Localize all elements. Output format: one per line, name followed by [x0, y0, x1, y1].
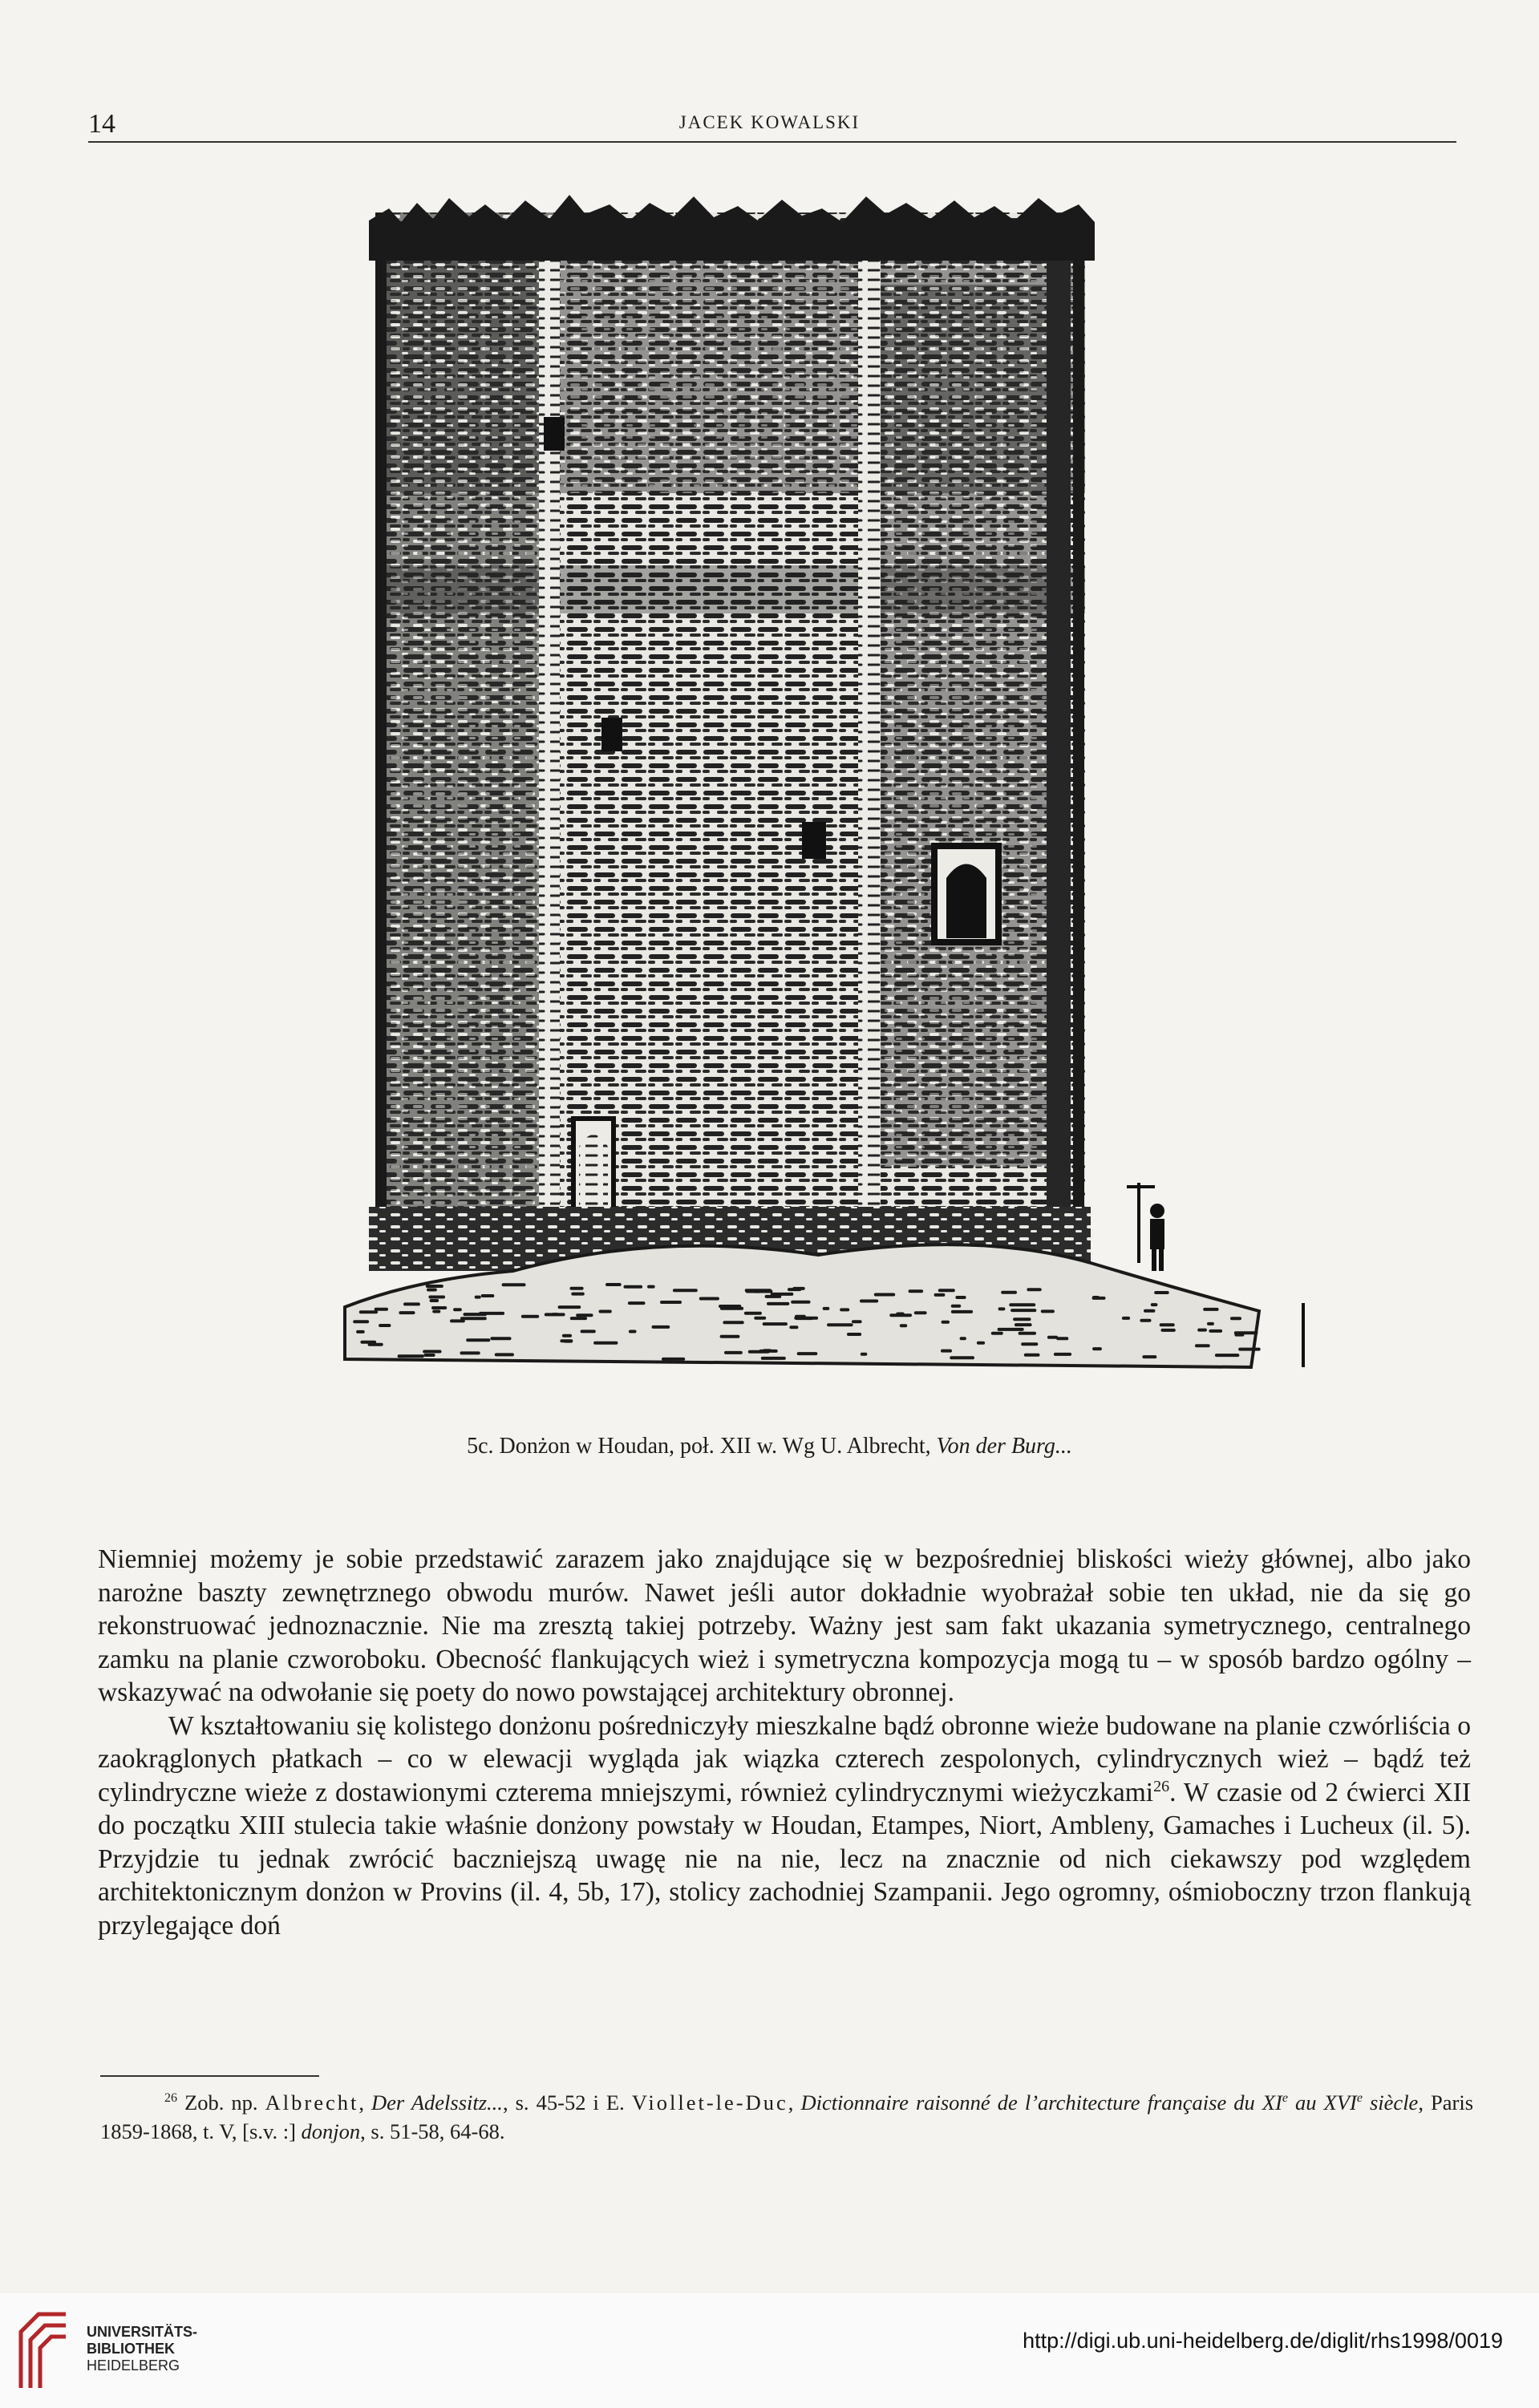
rubble-stroke [475, 1296, 481, 1299]
rubble-stroke [398, 1354, 424, 1358]
rubble-stroke [754, 1317, 766, 1320]
rubble-stroke [1215, 1354, 1239, 1357]
figure-caption [0, 1434, 1539, 1459]
footnote-sup-b: e [1356, 2091, 1363, 2106]
rubble-stroke [941, 1350, 952, 1353]
rubble-stroke [861, 1353, 868, 1356]
rubble-stroke [1140, 1319, 1151, 1322]
window-center [802, 822, 826, 859]
rubble-stroke [1010, 1309, 1036, 1312]
rubble-stroke [1024, 1354, 1040, 1357]
buttress-right [1047, 221, 1071, 1247]
rubble-stroke [1160, 1323, 1175, 1326]
footnote-mid: , s. 45-52 i E. [502, 2090, 632, 2115]
rubble-stroke [460, 1351, 480, 1354]
footnote-author-2: Viollet-le-Duc [631, 2090, 788, 2115]
rubble-stroke [375, 1308, 388, 1311]
rubble-stroke [765, 1295, 782, 1298]
footnote-lead: Zob. np. [184, 2090, 265, 2115]
rubble-stroke [1207, 1322, 1214, 1325]
rubble-stroke [950, 1356, 974, 1359]
rubble-stroke [599, 1310, 612, 1313]
rubble-stroke [767, 1302, 789, 1305]
rubble-stroke [466, 1338, 490, 1342]
rubble-stroke [723, 1321, 743, 1324]
footnote-work-2c: siècle [1362, 2090, 1419, 2115]
rubble-stroke [763, 1349, 772, 1352]
rubble-stroke [852, 1320, 862, 1323]
rubble-stroke [1041, 1309, 1055, 1313]
header-rule [88, 141, 1456, 143]
human-figure [1150, 1204, 1164, 1271]
rubble-stroke [426, 1285, 443, 1288]
rubble-stroke [998, 1307, 1006, 1310]
rubble-stroke [1047, 1336, 1058, 1339]
tower-shade-top [375, 221, 1085, 493]
rubble-stroke [423, 1350, 441, 1354]
rubble-stroke [744, 1312, 762, 1315]
window-right-arch [946, 864, 986, 939]
buttress-left [539, 221, 560, 1247]
tower-edge-left [375, 212, 387, 1255]
library-logo-icon[interactable] [14, 2308, 72, 2392]
library-name-line-1: UNIVERSITÄTS- [87, 2324, 198, 2340]
rubble-stroke [399, 1311, 415, 1314]
rubble-stroke [460, 1317, 487, 1320]
library-name-line-2: BIBLIOTHEK [87, 2341, 175, 2357]
rubble-stroke [432, 1310, 440, 1313]
footnote-work-2b: au XVI [1288, 2090, 1357, 2115]
footnote-tail-2: , s. 51-58, 64-68. [360, 2119, 505, 2143]
rubble-stroke [562, 1334, 572, 1338]
footnote-work-2 [800, 2090, 1418, 2115]
running-head: JACEK KOWALSKI [678, 112, 861, 132]
rubble-stroke [1021, 1342, 1038, 1346]
rubble-stroke [1142, 1355, 1156, 1358]
rubble-stroke [724, 1351, 743, 1354]
rubble-stroke [353, 1320, 369, 1323]
paragraph-2 [98, 1710, 1471, 1943]
footnote-work-1: Der Adelssitz... [371, 2090, 503, 2115]
rubble-stroke [1203, 1308, 1218, 1311]
rubble-stroke [797, 1352, 818, 1355]
rubble-stroke [1234, 1334, 1244, 1337]
rubble-stroke [427, 1289, 437, 1292]
rubble-stroke [914, 1311, 927, 1314]
rubble-stroke [761, 1357, 786, 1360]
rubble-stroke [991, 1332, 1003, 1335]
rubble-stroke [789, 1325, 798, 1329]
footnote-number: 26 [164, 2091, 177, 2106]
rubble-stroke [430, 1299, 439, 1302]
rubble-stroke [560, 1339, 573, 1342]
rubble-stroke [423, 1354, 435, 1357]
rubble-stroke [1154, 1291, 1169, 1294]
rubble-stroke [1238, 1348, 1261, 1351]
rubble-stroke [660, 1301, 682, 1304]
rubble-stroke [763, 1322, 788, 1325]
rubble-stroke [558, 1305, 581, 1309]
rubble-stroke [796, 1317, 813, 1320]
rubble-stroke [934, 1293, 946, 1297]
rubble-stroke [1209, 1329, 1222, 1333]
footnote-sep-2: , [788, 2090, 801, 2115]
rubble-stroke [629, 1330, 637, 1334]
rubble-stroke [495, 1353, 514, 1356]
paragraph-2-part-1: W kształtowaniu się kolistego donżonu pośredniczyły mieszkalne bądź obronne wieże budowane na planie czwórliścia o zaokrąglonych płatkach – co w elewacji wygląda jak wiązka czterech zespolonych, cylindrycznych wież – bądź też cylindryczne wieże z dostawionymi czterema mniejszymi, również cylindrycznymi wieżyczkami [98, 1710, 1471, 1807]
rubble-stroke [1195, 1344, 1210, 1347]
rubble-stroke [998, 1328, 1024, 1331]
tower-edge-right [1073, 212, 1084, 1255]
footnote-sep-1: , [358, 2090, 372, 2115]
rubble-stroke [791, 1301, 810, 1304]
doorway-arch [579, 1135, 608, 1208]
footnote-sup-a: e [1282, 2091, 1288, 2106]
rubble-stroke [552, 1313, 559, 1316]
ruined-crest [369, 195, 1095, 261]
caption-text: 5c. Donżon w Houdan, poł. XII w. Wg U. Albrecht, [467, 1434, 937, 1459]
window-mid-left [601, 718, 622, 751]
rubble-stroke [1054, 1353, 1071, 1356]
rubble-stroke [896, 1313, 904, 1316]
rubble-stroke [624, 1285, 643, 1289]
rubble-stroke [951, 1305, 961, 1308]
rubble-stroke [699, 1297, 719, 1301]
footnote-author-1: Albrecht [265, 2090, 359, 2115]
rubble-stroke [673, 1289, 698, 1292]
rubble-stroke [359, 1310, 378, 1313]
rubble-stroke [1092, 1297, 1106, 1300]
rubble-stroke [570, 1287, 584, 1290]
rubble-stroke [481, 1294, 495, 1297]
rubble-stroke [1230, 1317, 1241, 1320]
rubble-stroke [368, 1343, 383, 1346]
rubble-stroke [955, 1296, 966, 1299]
buttress-center [858, 221, 881, 1247]
rubble-stroke [840, 1308, 849, 1311]
rubble-stroke [431, 1306, 447, 1309]
library-footer [0, 2293, 1539, 2408]
rubble-stroke [593, 1342, 618, 1345]
rubble-stroke [570, 1317, 587, 1320]
footnote-ref[interactable]: 26 [1153, 1777, 1170, 1795]
footnote-work-2a: Dictionnaire raisonné de l’architecture française du XI [800, 2090, 1282, 2115]
rubble-stroke [938, 1289, 955, 1292]
rubble-stroke [720, 1307, 743, 1310]
rubble-stroke [1151, 1303, 1158, 1306]
rubble-stroke [847, 1333, 861, 1336]
rubble-stroke [1027, 1288, 1041, 1291]
body-text [98, 1543, 1471, 1942]
rubble-stroke [479, 1312, 504, 1315]
rubble-stroke [403, 1302, 420, 1305]
rubble-stroke [1015, 1323, 1032, 1326]
source-url-link[interactable]: http://digi.ub.uni-heidelberg.de/diglit/rhs1998/0019 [1023, 2329, 1503, 2353]
rubble-stroke [1013, 1317, 1031, 1321]
caption-title: Von der Burg... [936, 1434, 1072, 1459]
rubble-stroke [581, 1329, 596, 1333]
rubble-stroke [1161, 1329, 1176, 1332]
rubble-stroke [827, 1323, 853, 1326]
rubble-stroke [521, 1315, 539, 1318]
rubble-stroke [356, 1330, 365, 1334]
rubble-stroke [576, 1313, 593, 1317]
library-name[interactable] [87, 2324, 197, 2374]
rubble-stroke [909, 1289, 924, 1293]
library-name-line-3: HEIDELBERG [87, 2357, 180, 2374]
rubble-stroke [860, 1300, 878, 1303]
rubble-stroke [960, 1337, 966, 1340]
rubble-stroke [1001, 1291, 1017, 1294]
rubble-stroke [977, 1342, 985, 1345]
rubble-stroke [662, 1358, 685, 1361]
rubble-stroke [951, 1310, 973, 1313]
tower-drawing [321, 188, 1323, 1411]
rubble-stroke [652, 1325, 670, 1329]
rubble-stroke [788, 1288, 801, 1291]
rubble-stroke [605, 1283, 622, 1286]
rubble-stroke [1019, 1332, 1036, 1335]
rubble-stroke [745, 1289, 772, 1292]
rubble-stroke [942, 1321, 950, 1324]
rubble-stroke [628, 1301, 646, 1305]
footnote-work-3: donjon [301, 2119, 361, 2143]
footnote-tail-1: , Paris 1859-1868, t. V, [s.v. :] [100, 2090, 1474, 2143]
rubble-stroke [428, 1296, 445, 1299]
rubble-stroke [490, 1337, 511, 1340]
rubble-stroke [1197, 1329, 1207, 1332]
window-upper-left [544, 417, 565, 451]
rubble-stroke [453, 1308, 462, 1311]
rubble-stroke [379, 1324, 391, 1327]
rubble-stroke [1056, 1337, 1068, 1340]
footnote-rule [100, 2075, 319, 2077]
rubble-stroke [900, 1324, 907, 1327]
rubble-stroke [1092, 1347, 1102, 1350]
tower-illustration [321, 188, 1323, 1411]
footnote [100, 2088, 1473, 2146]
rubble-stroke [647, 1285, 655, 1289]
rubble-stroke [450, 1319, 465, 1322]
tower-shade-upper-band [375, 565, 1085, 613]
page-number: 14 [88, 109, 115, 139]
rubble-stroke [874, 1293, 895, 1297]
rubble-stroke [502, 1283, 526, 1286]
rubble-stroke [571, 1293, 585, 1296]
rubble-stroke [720, 1335, 740, 1338]
paragraph-1: Niemniej możemy je sobie przedstawić zarazem jako znajdujące się w bezpośredniej bliskości wieży głównej, albo jako narożne baszty zewnętrznego obwodu murów. Nawet jeśli autor dokładnie wyobrażał sobie ten układ, nie da się go rekonstruować jednoznacznie. Nie ma zresztą takiej potrzeby. Ważny jest sam fakt ukazania symetrycznego, centralnego zamku na planie czworoboku. Obecność flankujących wież i symetryczna kompozycja mogą tu – w sposób bardzo ogólny – wskazywać na odwołanie się poety do nowo powstającej architektury obronnej. [98, 1544, 1471, 1707]
rubble-stroke [1144, 1309, 1155, 1313]
rubble-stroke [823, 1307, 830, 1310]
rubble-stroke [1122, 1317, 1130, 1320]
rubble-stroke [1009, 1303, 1035, 1306]
paragraph-2-part-2: . W czasie od 2 ćwierci XII do początku XIII stulecia takie właśnie donżony powstały w Houdan, Etampes, Niort, Ambleny, Gamaches i Lucheux (il. 5). Przyjdzie tu jednak zwrócić baczniejszą uwagę nie na nie, lecz na znacznie od nich ciekawszy pod względem architektonicznym donżon w Provins (il. 4, 5b, 17), stolicy zachodniej Szampanii. Jego ogromny, ośmioboczny trzon flankują przylegające doń [98, 1777, 1471, 1941]
